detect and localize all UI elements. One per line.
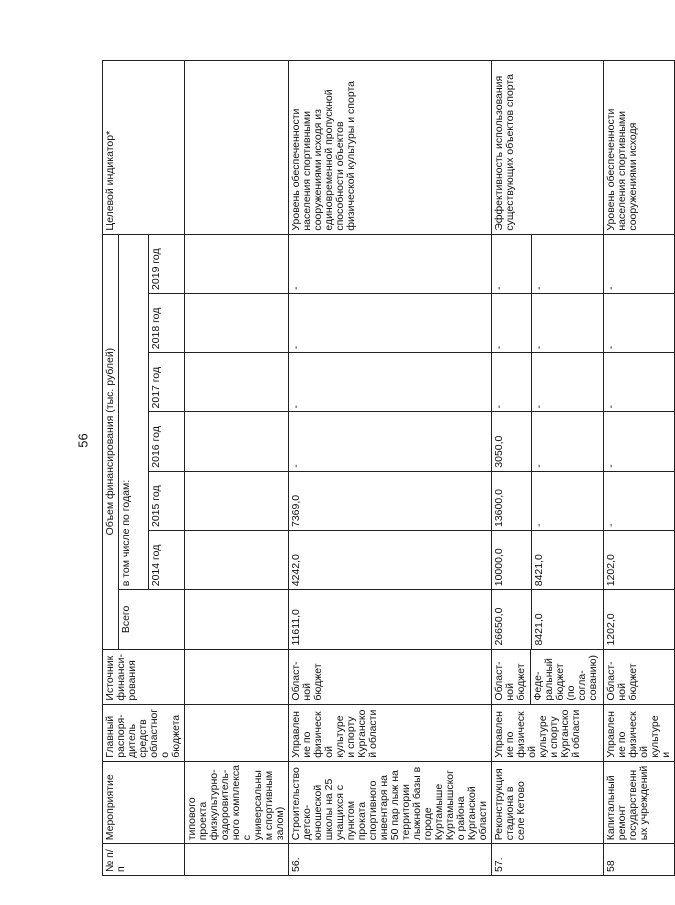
row-y2016 bbox=[185, 412, 289, 471]
row-num: 57. bbox=[492, 844, 604, 876]
value-y2015: 7369,0 bbox=[290, 494, 302, 527]
row-total bbox=[492, 590, 604, 649]
header-2014: 2014 год bbox=[149, 531, 185, 590]
row-y2014 bbox=[604, 531, 675, 590]
row-y2017 bbox=[289, 353, 492, 412]
row-y2018 bbox=[185, 293, 289, 352]
value-y2018: - bbox=[531, 294, 545, 352]
row-y2018 bbox=[289, 293, 492, 352]
header-num: № п/п bbox=[103, 844, 185, 876]
row-sources bbox=[185, 649, 289, 704]
row-indicator: Уровень обеспеченности населения спортивными сооружениями исходя bbox=[604, 61, 675, 235]
value-total: 11611,0 bbox=[290, 609, 302, 646]
value-total: 1202,0 bbox=[605, 613, 617, 646]
value-y2019: - bbox=[290, 286, 302, 290]
header-funding: Объем финансирования (тыс. рублей) bbox=[103, 234, 119, 649]
row-y2015 bbox=[492, 471, 604, 530]
value-y2017: - bbox=[531, 353, 545, 411]
table-row bbox=[604, 61, 675, 876]
row-sources bbox=[289, 649, 492, 704]
header-manager: Главный распоря-дитель средств областного бюджета bbox=[103, 704, 185, 761]
header-source: Источник финанси-рования bbox=[103, 649, 185, 704]
row-indicator: Эффективность использования существующих объектов спорта bbox=[492, 61, 604, 235]
value-y2016: - bbox=[605, 464, 617, 468]
row-num bbox=[185, 844, 289, 876]
rotated-table-container bbox=[102, 60, 672, 876]
row-y2015 bbox=[604, 471, 675, 530]
row-y2019 bbox=[185, 234, 289, 293]
table-row bbox=[492, 61, 604, 876]
row-y2019 bbox=[289, 234, 492, 293]
row-y2018 bbox=[604, 293, 675, 352]
row-y2016 bbox=[604, 412, 675, 471]
value-y2016: - bbox=[531, 412, 545, 470]
value-y2019: - bbox=[605, 286, 617, 290]
row-y2014 bbox=[185, 531, 289, 590]
row-event: типового проекта физкультурно-оздоровитель-ного комплекса с универсальным спортивным залом) bbox=[185, 761, 289, 844]
header-total: Всего bbox=[119, 590, 185, 649]
value-y2015: - bbox=[531, 472, 545, 530]
row-y2014 bbox=[492, 531, 604, 590]
header-event: Мероприятие bbox=[103, 761, 185, 844]
table-row bbox=[289, 61, 492, 876]
value-y2017: - bbox=[605, 404, 617, 409]
row-y2017 bbox=[604, 353, 675, 412]
value-y2016: 3050,0 bbox=[493, 435, 505, 468]
row-sources bbox=[604, 649, 675, 704]
source-entry: Област-ной бюджет bbox=[290, 661, 324, 701]
value-y2018: - bbox=[290, 345, 302, 350]
table-body bbox=[185, 61, 675, 876]
page-number: 56 bbox=[75, 433, 91, 448]
value-y2015: - bbox=[605, 523, 617, 527]
funding-table bbox=[102, 60, 675, 876]
value-y2017: - bbox=[290, 404, 302, 409]
row-y2015 bbox=[185, 471, 289, 530]
row-indicator: Уровень обеспеченности населения спортивными сооружениями исходя из единовременной пропускной способности объектов физической культуры и спорта bbox=[289, 61, 492, 235]
row-sources bbox=[492, 649, 604, 704]
row-total bbox=[185, 590, 289, 649]
header-2017: 2017 год bbox=[149, 353, 185, 412]
row-manager: Управление по физической культуре и bbox=[604, 704, 675, 761]
row-y2016 bbox=[289, 412, 492, 471]
value-y2014: 4242,0 bbox=[290, 554, 302, 587]
value-y2016: - bbox=[290, 464, 302, 468]
value-y2018: - bbox=[493, 345, 505, 350]
row-y2015 bbox=[289, 471, 492, 530]
source-entry: Област-ной бюджет bbox=[493, 661, 527, 701]
header-2019: 2019 год bbox=[149, 234, 185, 293]
row-manager: Управление по физической культуре и спорту Курганской области bbox=[492, 704, 604, 761]
header-2018: 2018 год bbox=[149, 293, 185, 352]
value-y2015: 13600,0 bbox=[493, 489, 505, 527]
value-total: 8421,0 bbox=[531, 590, 545, 648]
header-2016: 2016 год bbox=[149, 412, 185, 471]
header-2015: 2015 год bbox=[149, 471, 185, 530]
row-event: Реконструкция стадиона в селе Кетово bbox=[492, 761, 604, 844]
source-entry: Феде-ральный бюджет (по согла-сованию) bbox=[530, 650, 599, 704]
value-y2017: - bbox=[493, 404, 505, 409]
source-entry: Област-ной бюджет bbox=[605, 661, 639, 701]
row-y2014 bbox=[289, 531, 492, 590]
header-indicator: Целевой индикатор* bbox=[103, 61, 185, 235]
row-event: Капитальный ремонт государственных учреждений bbox=[604, 761, 675, 844]
header-by-years: в том числе по годам: bbox=[119, 234, 149, 590]
row-y2016 bbox=[492, 412, 604, 471]
row-manager bbox=[185, 704, 289, 761]
value-y2019: - bbox=[493, 286, 505, 290]
row-manager: Управление по физической культуре и спорту Курганской области bbox=[289, 704, 492, 761]
value-y2014: 1202,0 bbox=[605, 554, 617, 587]
row-y2017 bbox=[185, 353, 289, 412]
row-total bbox=[289, 590, 492, 649]
value-y2019: - bbox=[531, 235, 545, 293]
row-y2019 bbox=[492, 234, 604, 293]
row-num: 58 bbox=[604, 844, 675, 876]
row-y2017 bbox=[492, 353, 604, 412]
value-y2014: 10000,0 bbox=[493, 548, 505, 587]
value-y2014: 8421,0 bbox=[531, 531, 545, 589]
row-total bbox=[604, 590, 675, 649]
table-row bbox=[185, 61, 289, 876]
row-event: Строительство детско-юношеской школы на 25 учащихся с пунктом проката спортивного инвентаря на 50 пар лыж на территории лыжной базы в городе Куртамыше Куртамышского района Курганской области bbox=[289, 761, 492, 844]
row-num: 56. bbox=[289, 844, 492, 876]
value-y2018: - bbox=[605, 345, 617, 350]
row-y2019 bbox=[604, 234, 675, 293]
row-indicator bbox=[185, 61, 289, 235]
table-header bbox=[103, 61, 185, 876]
row-y2018 bbox=[492, 293, 604, 352]
value-total: 26650,0 bbox=[493, 607, 505, 646]
